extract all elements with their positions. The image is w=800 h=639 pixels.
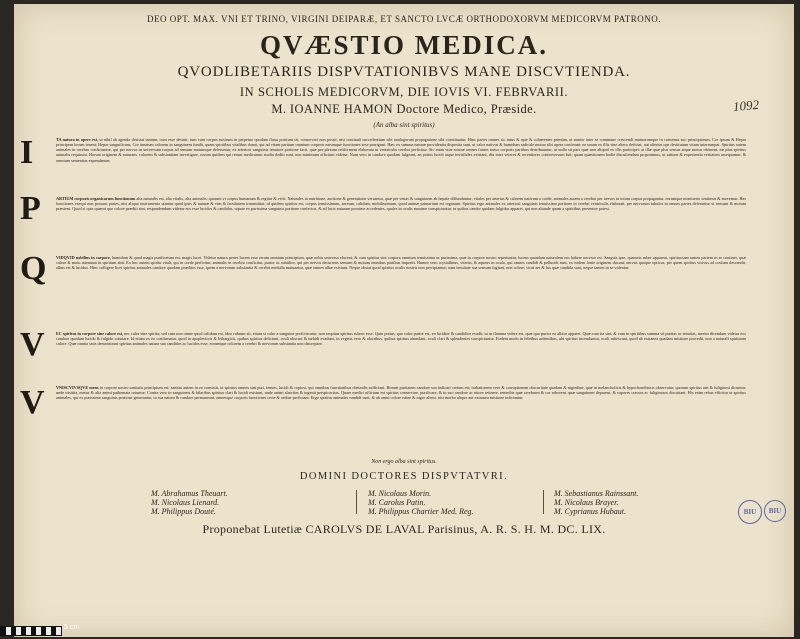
doctor-name: M. Philippus Douté. <box>151 507 216 517</box>
document-page <box>14 4 794 637</box>
imprint-footer: Proponebat Lutetiæ CAROLVS DE LAVAL Parisinus, A. R. S. H. M. DC. LIX. <box>202 522 606 536</box>
paragraph-3 <box>56 255 746 325</box>
paragraph-2 <box>56 196 746 254</box>
document-title: QVÆSTIO MEDICA. <box>259 30 549 60</box>
paragraph-1-lead: TA natura in opere est, <box>56 137 99 142</box>
paragraph-2-lead: ARTIUM corporis organicarum functionum <box>56 196 136 201</box>
doctors-title: DOMINI DOCTORES DISPVTATVRI. <box>299 471 509 482</box>
scale-ruler-label: 5 cm <box>64 624 80 631</box>
column-divider <box>356 490 357 514</box>
drop-initial-3: Q <box>20 250 47 287</box>
dedication-header: DEO OPT. MAX. VNI ET TRINO, VIRGINI DEIPARÆ, ET SANCTO LVCÆ ORTHODOXORVM MEDICORVM PATRONO. <box>147 14 661 24</box>
venue-line: IN SCHOLIS MEDICORVM, DIE IOVIS VI. FEBRVARII. <box>239 85 569 99</box>
president-line: M. IOANNE HAMON Doctore Medico, Præside. <box>271 102 537 116</box>
doctor-name: M. Cyprianus Hubaut. <box>554 507 626 517</box>
paragraph-4-lead: EC spiritus in corpore sine calore est, <box>56 331 124 336</box>
doctor-name: M. Nicolaus Lienard. <box>151 498 220 508</box>
question-note: (An alba sint spiritus) <box>373 121 435 129</box>
paragraph-1-text: ut nihil ab agendo desistat tantum, cum esse desinit: tum cum corpus nostrum in perpetuo quodam fluxu positum sit, conservari non possit, nisi continuâ succedentium sibi analogorum propagatione sibi constituatur. Hinc partes omnes sic intus & apte & cohærenter primùm, ut uanior inter se commune crescendi mutuorumque in consensu suo principiorum. Cor ipsum & Hepar principem locum tenent; Hepar sanguificans, Cor innatum calorem in sanguinem fundit, quem spiritibus vitalibus donat, qui ad vitam partium omnium corporis earumque functiones sese porrigunt. Hæc ex summa naturæ providentia disposita sunt, ut calor nativus & humidum radicale mutua sibi opera conferant; ne unum ex illis sine altero deficiat, aut alterius ope destitutum vitam interrumpat. Spiritus autem animales in cerebro conficiuntur, qui per nervos in universum corpus ad sensum motumque deferuntur, ex arteriosi sanguinis tenuiore portione facti, quæ per plexum retiformem elaborata in ventriculis cerebri perficitur. Sic enim vitæ nostræ omnes fontes totius corporis partibus distribuuntur, ut nulla sit pars quæ non aliquid ex illis participet: at illæ quæ plus sensus atque motus obtinent, eæ plus spiritus animalis requirunt. Horum originem & naturam, colorem & substantiam investigare, eorum quidem qui rerum medicarum studio dediti sunt, non minimum officium videtur. Num vero in candore quodam fulgeant, an potius lucidi atque invisibiles existant, diu inter veteres & recentiores controversum fuit; quam quæstionem hodie discutiendam proponimus, ut ratione & experientia veritatem assequamur, & omnium sententias expendamus. <box>56 137 746 163</box>
paragraph-4-text: nec calor sine spiritu; sed cum non omne quod calidum est, ideo rubrum sit, etiam si calor a sanguine proficiscatur, non sequitur spiritus rubros esse. Quin potius, quo calor purior est, eo lucidior & candidior evadit, ut in flamma videre est, quæ quo purior eo albior apparet. Quæ cum ita sint, & cum in spiritibus summa sit puritas ac tenuitas, merito dicendum videtur eos candore quodam lucido & fulgido constare. Id etiam ex eo confirmatur, quod in apoplecticis & lethargicis, quibus spiritus deficiunt, oculi obscuri & turbidi evadunt; in vegetis vero & alacribus, quibus spiritus abundant, oculi clari & splendentes conspiciuntur. Eodem modo in febribus ardentibus, ubi spiritus incenduntur, oculi rubescunt, quod ab extranea quadam mistione procedit, non a naturali spirituum colore. Quæ omnia satis demonstrant spiritus animales natura sua candidos ac lucidos esse, eorumque colorem a cerebri & nervorum substantia non discrepare. <box>56 331 746 347</box>
paragraph-5-lead: VNISCVIVSQVE mens <box>56 385 99 390</box>
paragraph-5-text: in corpore nostro sanitatis principium est: sanitas autem in eo consistit, ut spiritus omnes sint puri, tenues, lucidi & copiosi, qui omnibus functionibus obeundis sufficiant. Horum puritatem candore suo indicari certum est; turbationem vero & corruptionem obscuritate quadam & nigredine, quæ in melancholicis & hypochondriacis observatur, quorum spiritus atri & fuliginosi dicuntur, unde tristitia, metus & alia animi pathemata oriuntur. Contra vero in sanguineis & hilaribus spiritus clari & lucidi existunt, unde animi alacritas & ingenii perspicacitas. Quare medici officium est spiritus conservare, purificare, & in suo candore ac nitore retinere, remediis quæ cerebrum & cor roborent, quæ sanguinem depurent, & vapores crassos ac fuliginosos discutiant. His enim rebus efficitur ut spiritus animales, qui ex purissima sanguinis portione generantur, in sua natura & candore permaneant, omnesque corporis functiones recte & ordine perficiant. Ergo spiritus animales candidi sunt, & ab omni colore rubro & nigro alieni, nisi morbo aliquo aut extranea mistione inficiantur. <box>56 385 746 401</box>
doctor-name: M. Nicolaus Morin. <box>368 489 432 498</box>
library-stamp-icon: BIU <box>764 500 786 522</box>
doctors-column-3 <box>554 489 638 517</box>
doctor-name: M. Sebastianus Rainssant. <box>554 489 639 498</box>
paragraph-3-text: humidum & quod magis purificatum est, magis lucet. Videtur natura penes lucem esse rerum omnium principium, quæ nobis universa elucent; & cum spiritus sint corpora omnium tenuissima ac purissima, quæ in corpore nostro reperiuntur, lucem quandam naturalem eos habere necesse est. Sanguis ipse, quamvis ruber appareat, spirituosam tamen partem in se continet, quæ calore & motu attenuata in spiritum abit. Ex hoc autem spiritu vitali, qui in corde perficitur, animalis in cerebro conficitur, purior ac subtilior, qui per nervos decurrens sensum & motum omnibus partibus impertit. Humor vero crystallinus, vitreus, & aqueus in oculo, qui omnes candidi & pellucidi sunt, ex eodem fonte originem ducunt; nervus quoque opticus, per quem spiritus visivus ad oculum descendit, albus est & lucidus. Hinc colligere licet spiritus animales candore quodam præditos esse, quem a nervorum substantia & cerebri medulla mutuantur, quæ omnes albæ existunt. Neque obstat quod spiritus oculis nostris non percipiantur; nam tenuitate sua sensum fugiunt, non colore; sicut aer & lux quæ candida sunt, neque tamen in se videntur. <box>56 255 746 271</box>
paragraph-5 <box>56 385 746 457</box>
doctor-name: M. Carolus Patin. <box>368 498 426 508</box>
library-stamp-icon: BIU <box>738 500 762 524</box>
doctor-name: M. Abrahamus Theuart. <box>151 489 228 498</box>
drop-initial-4: V <box>20 326 45 363</box>
doctors-column-2 <box>368 489 474 517</box>
doctor-name: M. Philippus Chartier Med. Reg. <box>368 507 474 517</box>
doctor-name: M. Nicolaus Brayer. <box>554 498 619 508</box>
paragraph-1 <box>56 137 746 196</box>
document-subtitle: QVODLIBETARIIS DISPVTATIONIBVS MANE DISCVTIENDA. <box>177 64 631 80</box>
doctors-column-1 <box>151 489 228 517</box>
paragraph-3-lead: VIDQVID nobilius in corpore, <box>56 255 111 260</box>
paragraph-2-text: alia naturalis est, alia vitalis, alia animalis: quarum vi corpus humanum & regitur & vivit. Naturales in nutritione, auctione & generatione versantur, quæ per venas & sanguinem ab hepate diffunduntur; vitales per arterias & calorem nativum a corde; animales autem a cerebro per nervos in totum corpus propagantur, eorumque ministerio sentimus & movemur. Has functiones exequi non possunt partes, nisi aliquo instrumento utantur quod ipsis & naturæ & vim & facultatem transmittat; id quidem spiritus est, corpus tenuissimum, aereum, calidum, mobilissimum, quod animæ primarium est organum. Spiritus ergo animales ex arteriosi sanguinis tenuissima portione in cerebri ventriculis elaborati, per nervorum tubulos in omnes partes deferuntur ut sensum & motum præstent. Quod si quis quærat quo colore præditi sint, respondendum videtur eos esse lucidos & candidos, utpote ex purissima sanguinis portione confectos, & ad lucis naturam proxime accedentes, quales in oculis maxime conspiciuntur, in quibus candor quidam fulgidus apparet, qui non aliunde quam a spiritibus provenire potest. <box>56 196 746 212</box>
drop-initial-1: I <box>20 134 34 171</box>
scale-ruler <box>0 626 62 636</box>
folio-number: 1092 <box>732 96 760 115</box>
conclusion-note: Non ergo alba sint spiritus. <box>371 459 437 465</box>
drop-initial-2: P <box>20 190 41 227</box>
column-divider <box>543 490 544 514</box>
drop-initial-5: V <box>20 384 45 421</box>
paragraph-4 <box>56 331 746 383</box>
